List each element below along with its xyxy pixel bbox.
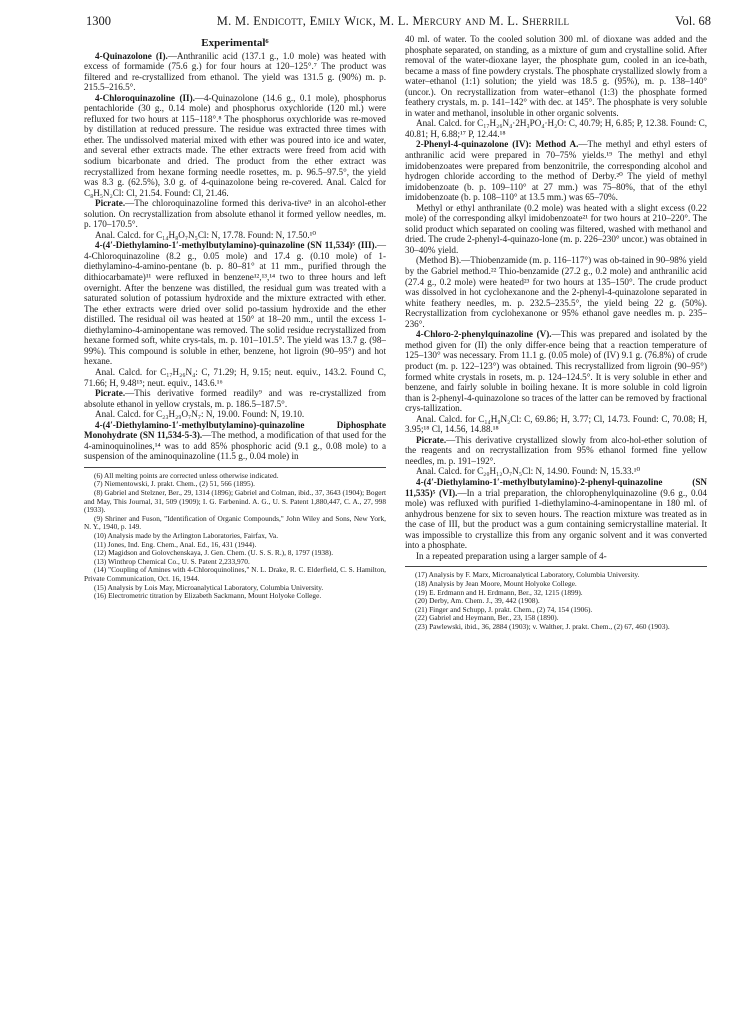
- paragraph-text: Methyl or ethyl anthranilate (0.2 mole) was heated with a slight excess (0.22 mole) of the corresponding alkyl imidobenzoate²¹ for two hours at 210–220°. The solid product which separated on cooling was filtered, washed with methanol and dried. The crude 2-phenyl-4-quinazo-lone (m. p. 226–230° uncor.) was obtained in 30–40% yield.: [405, 202, 707, 255]
- paragraph-text: —4-Chloroquinazoline (8.2 g., 0.05 mole) and 17.4 g. (0.10 mole) of 1-diethylamino-4-amino-pentane (b. p. 80–81° at 11 mm., purified through the dithiocarbamate)¹¹ were refluxed in benzene¹²,¹³,¹⁴ two to three hours and left overnight. After the benzene was distilled, the residual gum was treated with a saturated solution of potassium hydroxide and the mixture extracted with ether. The ether extracts were dried over solid po-tassium hydroxide and the ether distilled. The residual oil was heated at 150° at 18–20 mm., until the excess 1-diethylamino-4-aminopentane was removed. The solid residue recrystallized from hexane formed soft, white crys-tals, m. p. 101–101.5°. The yield was 13.7 g. (98–99%). This compound is soluble in ether, benzene, hot ligroin (90–95°) and hot hexane.: [84, 240, 386, 367]
- compound-heading: 4-(4′-Diethylamino-1′-methylbutylamino)-quinazoline (SN 11,534)⁵ (III).: [95, 240, 377, 251]
- footnote: (20) Derby, Am. Chem. J., 39, 442 (1908).: [415, 596, 540, 606]
- analysis-line: Anal. Calcd. for C₁₄H₈O₇N₅Cl: N, 17.78. Found: N, 17.50.¹⁰: [95, 229, 317, 240]
- compound-heading: 4-(4′-Diethylamino-1′-methylbutylamino)-2-phenyl-quinazoline (SN 11,535)⁵ (VI).: [405, 476, 707, 498]
- left-column: [84, 34, 386, 601]
- paragraph-text: —This derivative crystallized slowly from alco-hol-ether solution of the reagents and on recrystallization from 95% ethanol formed fine yellow needles, m. p. 191–192°.: [405, 434, 707, 466]
- paragraph-text: —This was prepared and isolated by the method given for (II) the only differ-ence being that a reaction temperature of 125–130° was necessary. From 11.1 g. (0.05 mole) of (IV) 9.1 g. (76.8%) of crude product (m. p. 122–123°) was obtained. This recrystallized from ligroin (90–95°) formed white crystals in rosets, m. p. 124–124.5°. It is very soluble in ether and benzene, and fairly soluble in boiling hexane. It is more soluble in cold ligroin than is 2-phenyl-4-quinazolone so traces of the latter can be removed by fractional crys-tallization.: [405, 329, 707, 414]
- footnote: (6) All melting points are corrected unless otherwise indicated.: [94, 470, 279, 480]
- paragraph-diphosphate: [84, 420, 386, 462]
- paragraph-chloro-phenylquinazoline: [405, 329, 707, 413]
- footnote-divider: [84, 467, 386, 468]
- footnote: (8) Gabriel and Stelzner, Ber., 29, 1314 (1896); Gabriel and Colman, ibid., 37, 3643 (1904); Bogert and May, This Journal, 31, 509 (1909); I. G. Farbenind. A. G., U. S. Patent 1,880,447, C. A., 27, 998 (1933).: [84, 488, 386, 515]
- compound-heading: 4-Quinazolone (I).: [95, 50, 168, 61]
- footnote: (23) Pawlewski, ibid., 36, 2884 (1903); v. Walther, J. prakt. Chem., (2) 67, 460 (1903).: [415, 621, 670, 631]
- compound-heading: 4-(4′-Diethylamino-1′-methylbutylamino)-quinazoline Diphosphate Monohydrate (SN 11,534-5-3).: [84, 419, 386, 441]
- paragraph-compound-iii: [84, 240, 386, 367]
- analysis-line: Anal. Calcd. for C₁₄H₉N₂Cl: C, 69.86; H, 3.77; Cl, 14.73. Found: C, 70.08; H, 3.95;¹⁸ Cl, 14.56, 14.88.¹⁸: [405, 413, 707, 435]
- analysis-line: Anal. Calcd. for C₁₇H₂₆N₄·2H₃PO₄·H₂O: C, 40.79; H, 6.85; P, 12.38. Found: C, 40.81; H, 6.88;¹⁷ P, 12.44.¹⁸: [405, 118, 707, 139]
- page-number: 1300: [86, 14, 111, 28]
- paragraph-text: —The methyl and ethyl esters of anthranilic acid were prepared in 70–75% yields.¹⁹ The methyl and ethyl imidobenzoates were prepared from benzonitrile, the corresponding alcohol and hydrogen chloride according to the method of Derby.²⁰ The yield of methyl imidobenzoate (b. p. 109–110° at 27 mm.) was 75–80%, that of the ethyl imidobenzoate (b. p. 108–110° at 13.5 mm.) was 65–70%.: [405, 139, 708, 203]
- footnote: (11) Jones, Ind. Eng. Chem., Anal. Ed., 16, 431 (1944).: [94, 539, 257, 549]
- paragraph-text: In a repeated preparation using a larger sample of 4-: [416, 550, 607, 561]
- paragraph-text: —The chloroquinazoline formed this deriva-tive⁹ in an alcohol-ether solution. On recrystallization from absolute ethanol it formed yellow needles, m. p. 170–170.5°.: [84, 198, 386, 230]
- author-line: M. M. Endicott, Emily Wick, M. L. Mercury and M. L. Sherrill: [216, 14, 570, 28]
- compound-heading: 4-Chloroquinazoline (II).: [95, 92, 195, 103]
- footnote: (9) Shriner and Fuson, "Identification of Organic Compounds," John Wiley and Sons, New York, N. Y., 1940, p. 149.: [84, 513, 386, 532]
- volume-label: Vol. 68: [675, 14, 711, 28]
- paragraph-text: —This derivative formed readily⁹ and was re-crystallized from absolute ethanol in yellow crystals, m. p. 186.5–187.5°.: [84, 388, 386, 409]
- footnote: (19) E. Erdmann and H. Erdmann, Ber., 32, 1215 (1899).: [415, 587, 583, 597]
- running-header: [86, 14, 711, 29]
- right-column: [405, 34, 707, 632]
- paragraph-picrate-2: [84, 388, 386, 409]
- paragraph-picrate-3: [405, 435, 707, 467]
- paragraph-method-b: (Method B).—Thiobenzamide (m. p. 116–117°) was ob-tained in 90–98% yield by the Gabriel method.²² Thio-benzamide (27.2 g., 0.2 mole) and anthranilic acid (27.4 g., 0.2 mole) were heated²³ for two hours at 135–150°. The crude product was dissolved in hot cyclohexanone and the 2-phenyl-4-quinazolone separated in white feathery needles, m. p. 232.5–235.5°, the yield being 22 g. (50%). Recrystallization from cyclohexanone or 95% ethanol gave needles m. p. 235–236°.: [405, 255, 707, 329]
- paragraph-continued: 40 ml. of water. To the cooled solution 300 ml. of dioxane was added and the phosphate separated, on standing, as a mixture of gum and crystalline solid. After removal of the water-dioxane layer, the phosphate gum, cooled in an ice-bath, became a mass of fine powdery crystals. The phosphate crystallized slowly from a water–ethanol (1:1) solution; the yield was 18.5 g. (95%), m. p. 138–140° (uncor.). On recrystallization from water–ethanol (1:3) the phosphate formed feathery crystals, m. p. 141–142° with dec. at 145°. The phosphate is very soluble in water and methanol, insoluble in other organic solvents.: [405, 34, 707, 118]
- footnote: (18) Analysis by Jean Moore, Mount Holyoke College.: [415, 578, 577, 588]
- paragraph-text: —4-Quinazolone (14.6 g., 0.1 mole), phosphorus pentachloride (30 g., 0.14 mole) and phosphorus oxychloride (120 ml.) were refluxed for two hours at 115–118°.⁸ The phosphorus oxychloride was re-moved by distillation at reduced pressure. The residue was extracted three times with ether. The undissolved material mixed with ether was poured into ice and water, and several ether extracts made. The ether extracts were freed from acid with sodium bicarbonate and dried. The product from the ether extract was recrystallized from hexane forming needle rosettes, m. p. 96.5–97.5°, the yield was 8.3 g. (62.5%), 3.0 g. of 4-quinazolone being re-covered. Anal. Calcd for C₈H₅N₂Cl: Cl, 21.54. Found: Cl, 21.46.: [84, 92, 386, 198]
- paragraph-quinazolone: [84, 51, 386, 93]
- analysis-line: Anal. Calcd. for C₂₃H₂₉O₇N₇: N, 19.00. Found: N, 19.10.: [95, 409, 305, 420]
- footnote: (14) "Coupling of Amines with 4-Chloroquinolines," N. L. Drake, R. C. Elderfield, C. S. Hamilton, Private Communication, Oct. 16, 1944.: [84, 565, 386, 583]
- analysis-line: Anal. Calcd. for C₂₀H₁₂O₇N₅Cl: N, 14.90. Found: N, 15.33.¹⁰: [416, 466, 641, 477]
- paragraph-phenylquinazolone-a: [405, 139, 707, 202]
- footnote: (7) Niementowski, J. prakt. Chem., (2) 51, 566 (1895).: [94, 479, 255, 489]
- footnote: (10) Analysis made by the Arlington Laboratories, Fairfax, Va.: [94, 531, 279, 541]
- footnote: (22) Gabriel and Heymann, Ber., 23, 158 (1890).: [415, 613, 559, 623]
- compound-heading: Picrate.: [95, 388, 126, 399]
- compound-heading: Picrate.: [95, 198, 126, 209]
- section-title: Experimental⁶: [201, 37, 269, 49]
- paragraph-text: —In a trial preparation, the chlorophenylquinazoline (9.6 g., 0.04 mole) was refluxed with purified 1-diethylamino-4-aminopentane in 180 ml. of anhydrous benzene for six to seven hours. The reaction mixture was treated as in the case of III, but the product was a gum containing semicrystalline material. It was impossible to crystallize this from any organic solvent and it was converted into a phosphate.: [405, 487, 707, 551]
- paragraph-compound-vi: [405, 477, 707, 551]
- footnote: (17) Analysis by F. Marx, Microanalytical Laboratory, Columbia University.: [415, 570, 640, 580]
- footnote: (16) Electrometric titration by Elizabeth Sackmann, Mount Holyoke College.: [94, 591, 322, 601]
- compound-heading: Picrate.: [416, 434, 447, 445]
- footnote-divider: [405, 566, 707, 567]
- footnote: (15) Analysis by Lois May, Microanalytical Laboratory, Columbia University.: [94, 582, 324, 592]
- compound-heading: 4-Chloro-2-phenylquinazoline (V).: [416, 329, 552, 340]
- paragraph-chloroquinazoline: [84, 93, 386, 198]
- paragraph-picrate: [84, 198, 386, 230]
- footnote: (12) Magidson and Golovchenskaya, J. Gen. Chem. (U. S. S. R.), 8, 1797 (1938).: [94, 548, 334, 558]
- analysis-line: Anal. Calcd. for C₁₇H₂₆N₄: C, 71.29; H, 9.15; neut. equiv., 143.2. Found C, 71.66; H, 9.48¹⁵; neut. equiv., 143.6.¹⁶: [84, 366, 386, 388]
- compound-heading: 2-Phenyl-4-quinazolone (IV): Method A.: [416, 139, 579, 150]
- paragraph-text: —Anthranilic acid (137.1 g., 1.0 mole) was heated with excess of formamide (75.6 g.) for four hours at 120–125°.⁷ The product was filtered and re-crystallized from ethanol. The yield was 131.5 g. (90%) m. p. 215.5–216.5°.: [84, 50, 386, 93]
- paragraph-text: —The method, a modification of that used for the 4-aminoquinolines,¹⁴ was to add 85% phosphoric acid (9.1 g., 0.08 mole) to a suspension of the aminoquinazoline (11.5 g., 0.04 mole) in: [84, 430, 386, 462]
- footnotes-right: [405, 571, 707, 631]
- footnote: (13) Winthrop Chemical Co., U. S. Patent 2,233,970.: [94, 556, 250, 566]
- footnotes-left: [84, 472, 386, 601]
- footnote: (21) Finger and Schupp, J. prakt. Chem., (2) 74, 154 (1906).: [415, 604, 593, 614]
